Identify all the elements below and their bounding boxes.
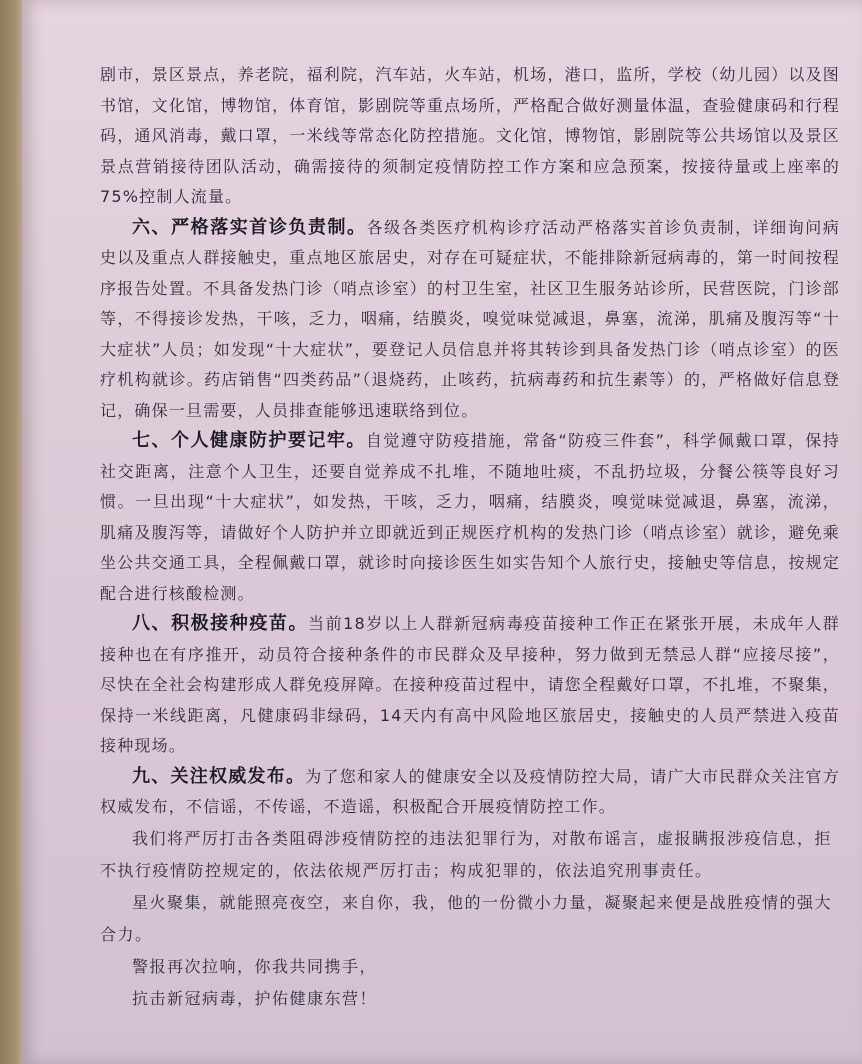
section-six-heading: 六、严格落实首诊负责制。 <box>132 216 367 238</box>
closing-paragraph-crackdown: 我们将严厉打击各类阻碍涉疫情防控的违法犯罪行为，对散布谣言，虚报瞒报涉疫信息，拒不执行疫情防控规定的，依法依规严厉打击；构成犯罪的，依法追究刑事责任。 <box>100 828 833 880</box>
closing-slogan-line-one: 警报再次拉响，你我共同携手， <box>132 956 378 976</box>
document-body <box>100 60 840 1015</box>
section-nine-heading: 九、关注权威发布。 <box>132 765 306 787</box>
closing-slogan-line-two: 抗击新冠病毒，护佑健康东营！ <box>132 988 378 1008</box>
section-eight <box>100 609 840 762</box>
closing-paragraph-unity: 星火聚集，就能照亮夜空，来自你，我，他的一份微小力量，凝聚起来便是战胜疫情的强大合力。 <box>100 892 833 944</box>
paper-sheet <box>22 0 862 1064</box>
section-six <box>100 213 840 427</box>
intro-paragraph: 剧市，景区景点，养老院，福利院，汽车站，火车站，机场，港口，监所，学校（幼儿园）以及图书馆，文化馆，博物馆，体育馆，影剧院等重点场所，严格配合做好测量体温，查验健康码和行程码，通风消毒，戴口罩，一米线等常态化防控措施。文化馆，博物馆，影剧院等公共场馆以及景区景点营销接待团队活动，确需接待的须制定疫情防控工作方案和应急预案，按接待量或上座率的75%控制人流量。 <box>100 65 840 206</box>
section-nine-body: 为了您和家人的健康安全以及疫情防控大局，请广大市民群众关注官方权威发布，不信谣，不传谣，不造谣，积极配合开展疫情防控工作。 <box>100 766 840 816</box>
section-six-body: 各级各类医疗机构诊疗活动严格落实首诊负责制，详细询问病史以及重点人群接触史，重点地区旅居史，对存在可疑症状，不能排除新冠病毒的，第一时间按程序报告处置。不具备发热门诊（哨点诊室）的村卫生室，社区卫生服务站诊所，民营医院，门诊部等，不得接诊发热，干咳，乏力，咽痛，结膜炎，嗅觉味觉减退，鼻塞，流涕，肌痛及腹泻等“十大症状”人员；如发现“十大症状”，要登记人员信息并将其转诊到具备发热门诊（哨点诊室）的医疗机构就诊。药店销售“四类药品”（退烧药，止咳药，抗病毒药和抗生素等）的，严格做好信息登记，确保一旦需要，人员排查能够迅速联络到位。 <box>100 217 841 420</box>
section-eight-body: 当前18岁以上人群新冠病毒疫苗接种工作正在紧张开展，未成年人群接种也在有序推开，动员符合接种条件的市民群众及早接种，努力做到无禁忌人群“应接尽接”，尽快在全社会构建形成人群免疫屏障。在接种疫苗过程中，请您全程戴好口罩，不扎堆，不聚集，保持一米线距离，凡健康码非绿码，14天内有高中风险地区旅居史，接触史的人员严禁进入疫苗接种现场。 <box>100 614 840 755</box>
section-seven <box>100 426 840 609</box>
section-eight-heading: 八、积极接种疫苗。 <box>132 613 309 634</box>
section-seven-heading: 七、个人健康防护要记牢。 <box>132 430 366 451</box>
section-nine <box>100 762 840 823</box>
section-seven-body: 自觉遵守防疫措施，常备“防疫三件套”，科学佩戴口罩，保持社交距离，注意个人卫生，还要自觉养成不扎堆，不随地吐痰，不乱扔垃圾，分餐公筷等良好习惯。一旦出现“十大症状”，如发热，干咳，乏力，咽痛，结膜炎，嗅觉味觉减退，鼻塞，流涕，肌痛及腹泻等，请做好个人防护并立即就近到正规医疗机构的发热门诊（哨点诊室）就诊，避免乘坐公共交通工具，全程佩戴口罩，就诊时向接诊医生如实告知个人旅行史，接触史等信息，按规定配合进行核酸检测。 <box>100 431 840 603</box>
